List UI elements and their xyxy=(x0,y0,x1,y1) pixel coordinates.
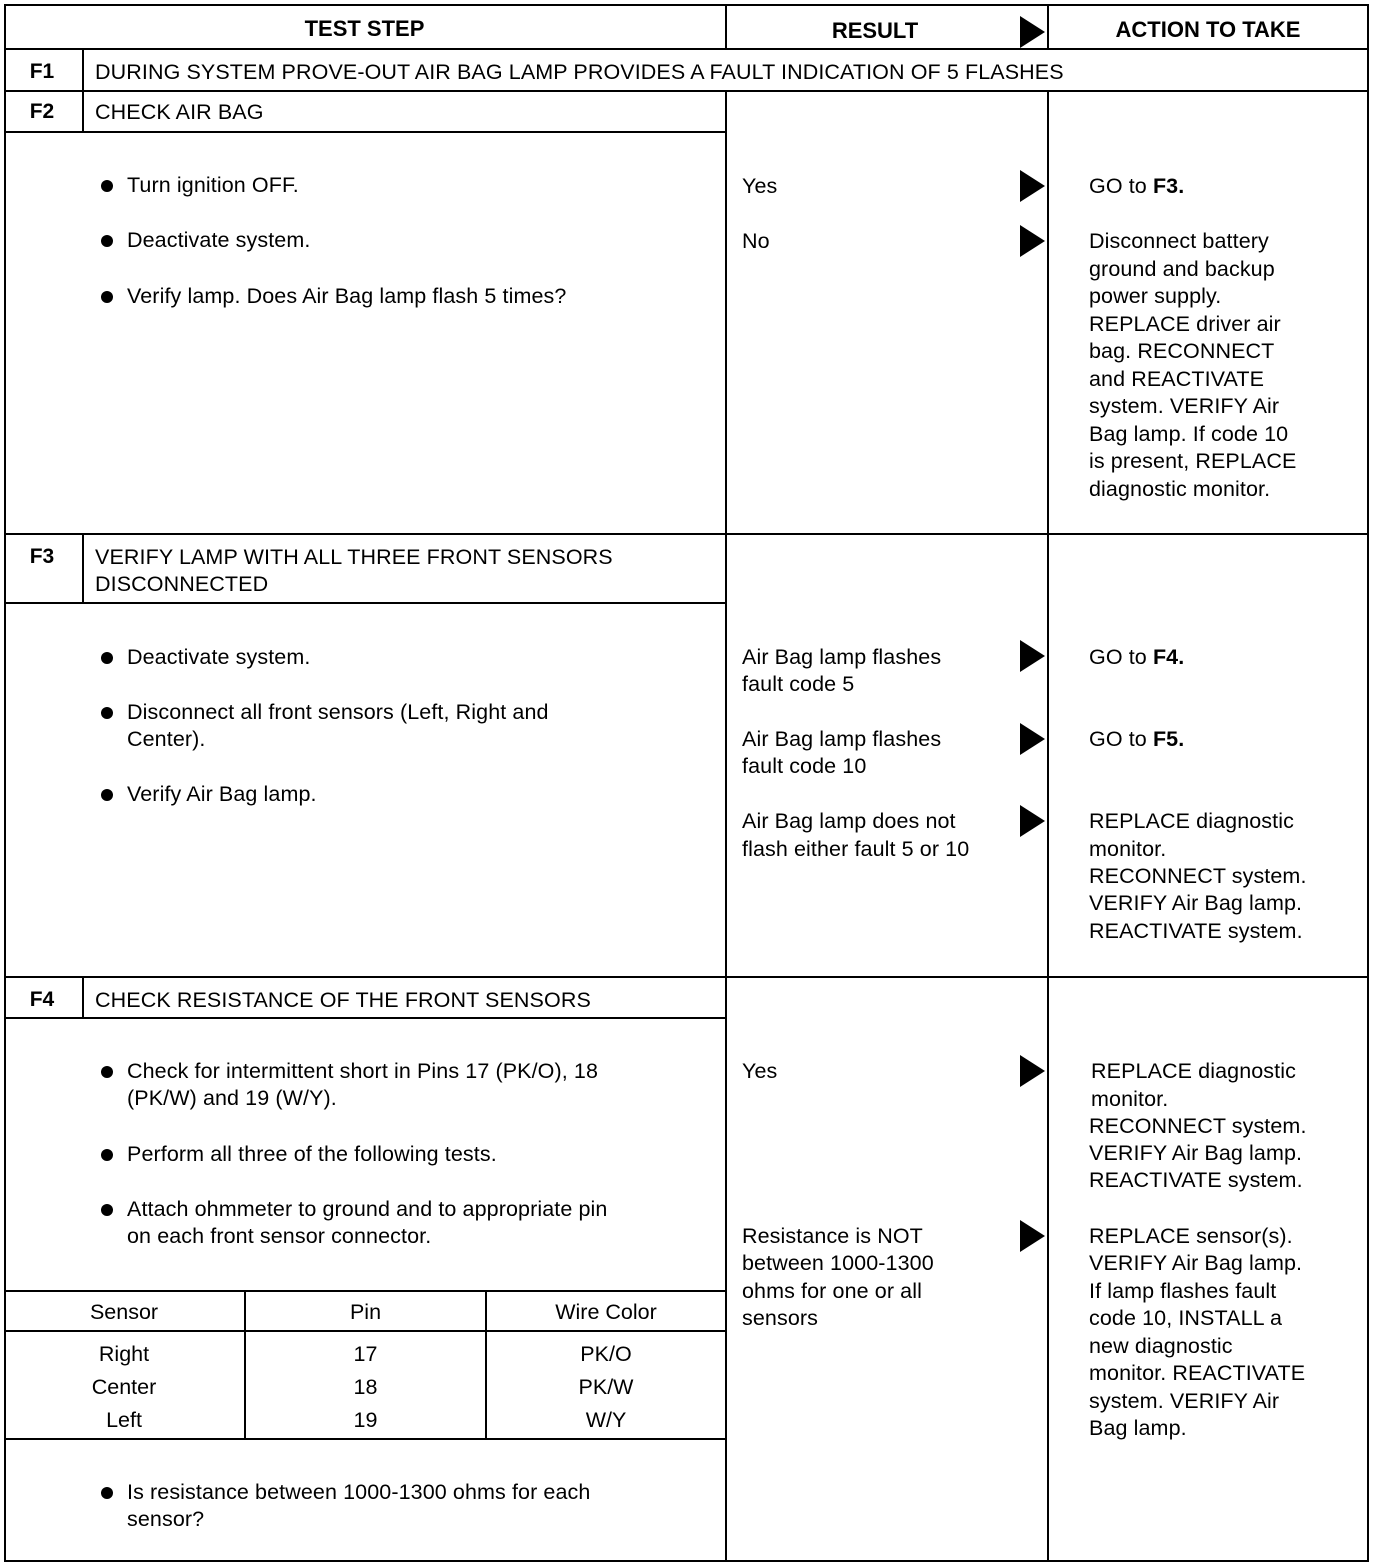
step-title-f3-line1: VERIFY LAMP WITH ALL THREE FRONT SENSORS xyxy=(95,545,613,569)
table-row-wire: PK/O xyxy=(580,1342,632,1366)
f3-result-2-line1: Air Bag lamp flashes xyxy=(742,727,942,751)
f2-bullet-2: Deactivate system. xyxy=(127,228,311,252)
table-row-wire: PK/W xyxy=(578,1375,634,1399)
f4-bullet-3-line1: Attach ohmmeter to ground and to appropriate pin xyxy=(127,1197,608,1221)
bullet-icon xyxy=(101,1204,113,1216)
step-id-f1: F1 xyxy=(29,60,55,83)
f4-result-2-line3: ohms for one or all xyxy=(742,1279,922,1303)
f4-result-2-line2: between 1000-1300 xyxy=(742,1251,934,1275)
bullet-icon xyxy=(101,235,113,247)
step-title-f3-line2: DISCONNECTED xyxy=(95,572,269,596)
table-row-sensor: Right xyxy=(98,1342,150,1366)
header-action: ACTION TO TAKE xyxy=(1115,17,1301,42)
f2-bullet-3: Verify lamp. Does Air Bag lamp flash 5 times? xyxy=(127,284,567,308)
arrow-icon xyxy=(1020,805,1045,837)
step-title-f4: CHECK RESISTANCE OF THE FRONT SENSORS xyxy=(95,988,591,1012)
f2-result-yes: Yes xyxy=(742,174,778,198)
f4-bullet-1-line1: Check for intermittent short in Pins 17 (PK/O), 18 xyxy=(127,1059,599,1083)
table-row-pin: 17 xyxy=(353,1342,378,1366)
f3-bullet-3: Verify Air Bag lamp. xyxy=(127,782,317,806)
arrow-icon xyxy=(1020,170,1045,202)
step-id-f2: F2 xyxy=(29,100,55,123)
step-title-f2: CHECK AIR BAG xyxy=(95,100,264,124)
header-result: RESULT xyxy=(831,18,919,43)
f4-final-bullet-line1: Is resistance between 1000-1300 ohms for each xyxy=(127,1480,591,1504)
f4-result-2-line1: Resistance is NOT xyxy=(742,1224,923,1248)
sensor-table-header-pin: Pin xyxy=(349,1300,382,1324)
table-row-sensor: Left xyxy=(106,1408,142,1432)
bullet-icon xyxy=(101,180,113,192)
f4-bullet-3-line2: on each front sensor connector. xyxy=(127,1224,432,1248)
bullet-icon xyxy=(101,291,113,303)
arrow-icon xyxy=(1020,640,1045,672)
bullet-icon xyxy=(101,1487,113,1499)
f2-result-no: No xyxy=(742,229,770,253)
f3-result-2-line2: fault code 10 xyxy=(742,754,867,778)
bullet-icon xyxy=(101,1149,113,1161)
f4-bullet-1-line2: (PK/W) and 19 (W/Y). xyxy=(127,1086,337,1110)
table-row-sensor: Center xyxy=(91,1375,157,1399)
f3-action-1: GO to F4. xyxy=(1089,645,1185,669)
f3-action-2: GO to F5. xyxy=(1089,727,1185,751)
f3-bullet-2: Disconnect all front sensors (Left, Right and xyxy=(127,700,549,724)
f2-bullet-1: Turn ignition OFF. xyxy=(127,173,299,197)
header-arrow-icon xyxy=(1020,16,1045,48)
f4-final-bullet-line2: sensor? xyxy=(127,1507,205,1531)
bullet-icon xyxy=(101,1066,113,1078)
f4-result-2-line4: sensors xyxy=(742,1306,818,1330)
f4-bullet-2: Perform all three of the following tests. xyxy=(127,1142,497,1166)
arrow-icon xyxy=(1020,1220,1045,1252)
bullet-icon xyxy=(101,652,113,664)
f3-result-1-line1: Air Bag lamp flashes xyxy=(742,645,942,669)
arrow-icon xyxy=(1020,225,1045,257)
bullet-icon xyxy=(101,789,113,801)
arrow-icon xyxy=(1020,1055,1045,1087)
step-id-f3: F3 xyxy=(29,545,55,568)
f4-result-yes: Yes xyxy=(742,1059,778,1083)
table-row-pin: 18 xyxy=(353,1375,378,1399)
step-title-f1: DURING SYSTEM PROVE-OUT AIR BAG LAMP PROVIDES A FAULT INDICATION OF 5 FLASHES xyxy=(95,60,1064,84)
f3-result-3-line1: Air Bag lamp does not xyxy=(742,809,956,833)
table-row-pin: 19 xyxy=(353,1408,378,1432)
f3-result-3-line2: flash either fault 5 or 10 xyxy=(742,837,970,861)
sensor-table-header-sensor: Sensor xyxy=(89,1300,159,1324)
f3-bullet-2-cont: Center). xyxy=(127,727,206,751)
header-test-step: TEST STEP xyxy=(304,16,425,41)
f3-bullet-1: Deactivate system. xyxy=(127,645,311,669)
f2-action-yes: GO to F3. xyxy=(1089,174,1185,198)
table-row-wire: W/Y xyxy=(585,1408,627,1432)
step-id-f4: F4 xyxy=(29,988,55,1011)
f3-result-1-line2: fault code 5 xyxy=(742,672,855,696)
arrow-icon xyxy=(1020,723,1045,755)
bullet-icon xyxy=(101,707,113,719)
sensor-table-header-wire-color: Wire Color xyxy=(555,1300,657,1324)
